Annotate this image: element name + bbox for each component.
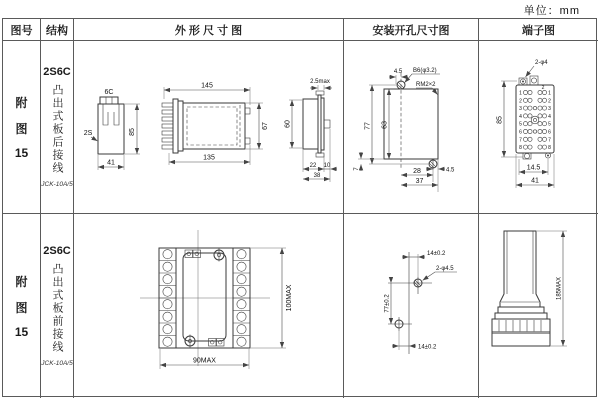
hole-callout: 2-φ4.5 xyxy=(436,266,454,272)
model-label: 2S6C xyxy=(43,66,71,78)
pin-label: 1 xyxy=(519,90,522,97)
hole-callout: B6(φ3.2) xyxy=(413,68,437,74)
dim-4-5-top: 4.5 xyxy=(393,69,403,75)
dim-41: 41 xyxy=(531,177,539,185)
pin-label: 8 xyxy=(548,145,551,152)
dim-77: 77±0.2 xyxy=(384,294,391,313)
dim-37: 37 xyxy=(415,178,424,185)
fig-char: 附 xyxy=(15,275,28,289)
header-terminal-diagram: 端子图 xyxy=(479,19,598,41)
fig-number: 15 xyxy=(14,146,29,160)
relay-front-view xyxy=(84,89,140,170)
dim-90max: 90MAX xyxy=(193,357,216,365)
dim-85: 85 xyxy=(496,116,504,124)
dim-2s: 2S xyxy=(83,130,93,137)
dimension-table xyxy=(2,18,597,397)
structure-description: 凸出式板前接线 xyxy=(51,263,64,354)
terminal-cell-row2 xyxy=(479,214,598,398)
header-mounting-dims: 安装开孔尺寸图 xyxy=(344,19,479,41)
hole-layout xyxy=(385,251,458,354)
pin-label: 4 xyxy=(519,113,522,120)
dim-14-bottom: 14±0.2 xyxy=(418,344,437,351)
dim-38: 38 xyxy=(313,173,321,179)
dim-145: 145 xyxy=(201,82,213,90)
terminal-drawing-rear xyxy=(479,41,598,213)
pin-label: 2 xyxy=(548,98,551,105)
relay-side-view xyxy=(162,83,269,166)
header-fig-no: 图号 xyxy=(3,19,41,41)
terminal-drawing-front xyxy=(479,214,598,397)
relay-on-socket-view xyxy=(492,231,550,346)
fig-no-cell-row2 xyxy=(3,214,41,398)
dim-10: 10 xyxy=(323,163,331,169)
fig-number: 15 xyxy=(14,325,29,339)
mounting-drawing-rear xyxy=(344,41,479,213)
pin-label: 3 xyxy=(548,106,551,113)
mounting-cell-row1 xyxy=(344,41,479,214)
dims xyxy=(497,60,555,188)
structure-cell-row2 xyxy=(41,214,74,398)
pin-label: 6 xyxy=(548,129,551,136)
dim-135: 135 xyxy=(203,154,215,162)
dim-6c: 6C xyxy=(104,89,114,96)
outline-cell-row1 xyxy=(74,41,344,214)
outline-drawing-rear xyxy=(74,41,344,213)
fig-char: 图 xyxy=(15,301,28,315)
outline-cell-row2 xyxy=(74,214,344,398)
dim-41: 41 xyxy=(107,159,115,167)
model-label: 2S6C xyxy=(43,245,71,257)
mounting-drawing-front xyxy=(344,214,479,397)
pin-label: 5 xyxy=(548,121,551,128)
socket-front-view xyxy=(140,230,270,366)
header-outline-dims: 外 形 尺 寸 图 xyxy=(74,19,344,41)
structure-cell-row1 xyxy=(41,41,74,214)
dim-85: 85 xyxy=(129,128,136,136)
dim-4-5-br: 4.5 xyxy=(446,167,455,174)
fig-no-cell-row1 xyxy=(3,41,41,214)
pin-label: 4 xyxy=(548,113,551,120)
outline-drawing-front xyxy=(74,214,344,397)
pin-label: 3 xyxy=(519,106,522,113)
dims xyxy=(537,231,567,346)
dim-63: 63 xyxy=(381,121,389,129)
dim-22: 22 xyxy=(309,163,317,169)
hole-callout: 2-φ4 xyxy=(535,60,548,66)
dim-100max: 100MAX xyxy=(286,284,293,312)
dim-185max: 185MAX xyxy=(556,276,563,301)
fig-char: 图 xyxy=(15,122,28,136)
relay-type-code: JCK-10A/5 xyxy=(41,360,73,367)
mounting-cell-row2 xyxy=(344,214,479,398)
header-structure: 结构 xyxy=(41,19,74,41)
pin-label: 5 xyxy=(519,121,522,128)
pin-label: 1 xyxy=(548,90,551,97)
corner-label: 2 xyxy=(541,85,545,91)
dim-60: 60 xyxy=(284,120,292,128)
dim-77: 77 xyxy=(364,122,372,130)
dim-28: 28 xyxy=(413,168,421,175)
pin-label: 2 xyxy=(519,98,522,105)
pin-label: 7 xyxy=(548,137,551,144)
pin-numbers xyxy=(519,85,551,151)
pin-label: 8 xyxy=(519,145,522,152)
relay-rear-plate-view xyxy=(285,79,338,182)
dim-67: 67 xyxy=(262,122,269,130)
pin-label: 7 xyxy=(519,137,522,144)
dim-7: 7 xyxy=(354,167,360,171)
dim-2-5max: 2.5max xyxy=(310,79,330,85)
relay-type-code: JCK-10A/5 xyxy=(41,181,73,188)
pin-label: 6 xyxy=(519,129,522,136)
unit-label: 单位：mm xyxy=(523,5,580,17)
thread-callout: RM2×2 xyxy=(416,82,436,88)
terminal-cell-row1 xyxy=(479,41,598,214)
structure-description: 凸出式板后接线 xyxy=(51,84,64,175)
dim-14-5: 14.5 xyxy=(526,164,541,172)
fig-char: 附 xyxy=(15,96,28,110)
dim-14-top: 14±0.2 xyxy=(427,251,446,257)
